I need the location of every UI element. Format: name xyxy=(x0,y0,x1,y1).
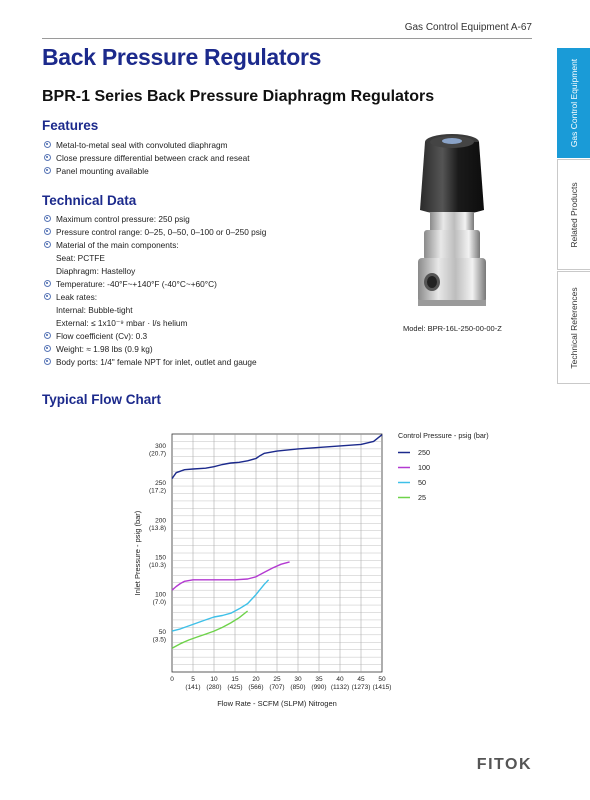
tab-related-products[interactable] xyxy=(557,159,590,270)
tab-label: Technical References xyxy=(569,286,579,369)
model-caption: Model: BPR-16L-250-00-00-Z xyxy=(403,324,502,333)
bullet-icon xyxy=(44,167,51,174)
series-line-100 xyxy=(172,562,290,590)
list-sub-item xyxy=(44,252,266,265)
bullet-icon xyxy=(44,241,51,248)
list-item xyxy=(44,152,250,165)
list-item xyxy=(44,226,266,239)
y-tick-sublabel: (10.3) xyxy=(149,561,166,569)
header-divider xyxy=(42,38,532,39)
list-item xyxy=(44,330,266,343)
features-list xyxy=(44,139,250,178)
y-tick-sublabel: (13.8) xyxy=(149,524,166,532)
legend-entry: 25 xyxy=(418,493,426,502)
x-tick-sublabel: (1415) xyxy=(372,684,392,691)
technical-data-heading: Technical Data xyxy=(42,193,137,208)
x-tick-sublabel: (1132) xyxy=(330,684,350,691)
technical-data-text: External: ≤ 1x10⁻⁹ mbar · l/s helium xyxy=(56,318,188,328)
x-tick-sublabel: (280) xyxy=(206,684,222,691)
technical-data-text: Internal: Bubble-tight xyxy=(56,305,133,315)
back-pressure-regulator-photo xyxy=(400,130,510,320)
legend-entry: 100 xyxy=(418,463,430,472)
y-tick-sublabel: (20.7) xyxy=(149,450,166,458)
feature-text: Metal-to-metal seal with convoluted diaphragm xyxy=(56,140,228,150)
x-tick-sublabel: (425) xyxy=(227,684,243,691)
technical-data-text: Flow coefficient (Cv): 0.3 xyxy=(56,331,148,341)
list-item xyxy=(44,165,250,178)
technical-data-text: Weight: ≈ 1.98 lbs (0.9 kg) xyxy=(56,344,153,354)
x-tick-sublabel: (850) xyxy=(290,684,306,691)
x-tick-label: 40 xyxy=(336,676,344,683)
y-tick-label: 200 xyxy=(155,517,166,525)
tab-label: Related Products xyxy=(569,181,579,248)
y-tick-label: 300 xyxy=(155,442,166,450)
y-tick-label: 100 xyxy=(155,591,166,599)
list-item xyxy=(44,356,266,369)
bullet-icon xyxy=(44,332,51,339)
x-tick-label: 45 xyxy=(357,676,365,683)
tab-label: Gas Control Equipment xyxy=(569,58,579,148)
series-subtitle: BPR-1 Series Back Pressure Diaphragm Regulators xyxy=(42,88,435,105)
feature-text: Close pressure differential between crack and reseat xyxy=(56,153,250,163)
x-tick-label: 50 xyxy=(378,676,386,683)
features-heading: Features xyxy=(42,118,99,133)
list-sub-item xyxy=(44,265,266,278)
flow-chart-heading: Typical Flow Chart xyxy=(42,392,162,407)
x-tick-label: 10 xyxy=(210,676,218,683)
bullet-icon xyxy=(44,141,51,148)
x-tick-label: 20 xyxy=(252,676,260,683)
list-item xyxy=(44,213,266,226)
list-sub-item xyxy=(44,317,266,330)
technical-data-text: Material of the main components: xyxy=(56,240,179,250)
flow-chart-svg xyxy=(120,420,540,720)
technical-data-text: Maximum control pressure: 250 psig xyxy=(56,214,190,224)
list-item xyxy=(44,278,266,291)
technical-data-list xyxy=(44,213,266,369)
x-tick-label: 35 xyxy=(315,676,323,683)
bullet-icon xyxy=(44,293,51,300)
bullet-icon xyxy=(44,358,51,365)
y-tick-label: 50 xyxy=(158,628,166,636)
x-tick-label: 15 xyxy=(231,676,239,683)
legend-entry: 250 xyxy=(418,448,430,457)
x-tick-label: 0 xyxy=(170,676,174,683)
x-tick-sublabel: (707) xyxy=(269,684,285,691)
y-tick-label: 150 xyxy=(155,554,166,562)
flow-chart xyxy=(120,420,540,720)
x-tick-label: 30 xyxy=(294,676,302,683)
technical-data-text: Body ports: 1/4" female NPT for inlet, outlet and gauge xyxy=(56,357,257,367)
technical-data-text: Diaphragm: Hastelloy xyxy=(56,266,136,276)
x-tick-label: 25 xyxy=(273,676,281,683)
feature-text: Panel mounting available xyxy=(56,166,149,176)
x-tick-sublabel: (566) xyxy=(248,684,264,691)
x-tick-sublabel: (141) xyxy=(185,684,201,691)
legend-entry: 50 xyxy=(418,478,426,487)
tab-technical-references[interactable] xyxy=(557,271,590,384)
tab-gas-control-equipment[interactable] xyxy=(557,48,590,158)
y-tick-label: 250 xyxy=(155,480,166,488)
brand-logo: FITOK xyxy=(476,756,532,773)
y-axis-label: Inlet Pressure - psig (bar) xyxy=(133,510,142,596)
legend-title: Control Pressure - psig (bar) xyxy=(398,431,489,440)
x-tick-label: 5 xyxy=(191,676,195,683)
header-section-label: Gas Control Equipment A-67 xyxy=(404,22,532,33)
bullet-icon xyxy=(44,154,51,161)
list-sub-item xyxy=(44,304,266,317)
list-item xyxy=(44,291,266,304)
technical-data-text: Pressure control range: 0–25, 0–50, 0–100 or 0–250 psig xyxy=(56,227,267,237)
bullet-icon xyxy=(44,280,51,287)
y-tick-sublabel: (17.2) xyxy=(149,487,166,495)
list-item xyxy=(44,239,266,252)
bullet-icon xyxy=(44,345,51,352)
y-tick-sublabel: (3.5) xyxy=(152,636,166,644)
x-tick-sublabel: (1273) xyxy=(351,684,371,691)
list-item xyxy=(44,343,266,356)
bullet-icon xyxy=(44,228,51,235)
technical-data-text: Seat: PCTFE xyxy=(56,253,105,263)
y-tick-sublabel: (7.0) xyxy=(152,599,166,607)
technical-data-text: Temperature: -40°F~+140°F (-40°C~+60°C) xyxy=(56,279,217,289)
x-tick-sublabel: (990) xyxy=(311,684,327,691)
side-tab-bar xyxy=(557,48,590,384)
series-line-50 xyxy=(172,580,269,631)
technical-data-text: Leak rates: xyxy=(56,292,98,302)
series-line-25 xyxy=(172,611,248,648)
bullet-icon xyxy=(44,215,51,222)
page-title: Back Pressure Regulators xyxy=(42,44,322,70)
list-item xyxy=(44,139,250,152)
x-axis-label: Flow Rate - SCFM (SLPM) Nitrogen xyxy=(217,699,337,708)
